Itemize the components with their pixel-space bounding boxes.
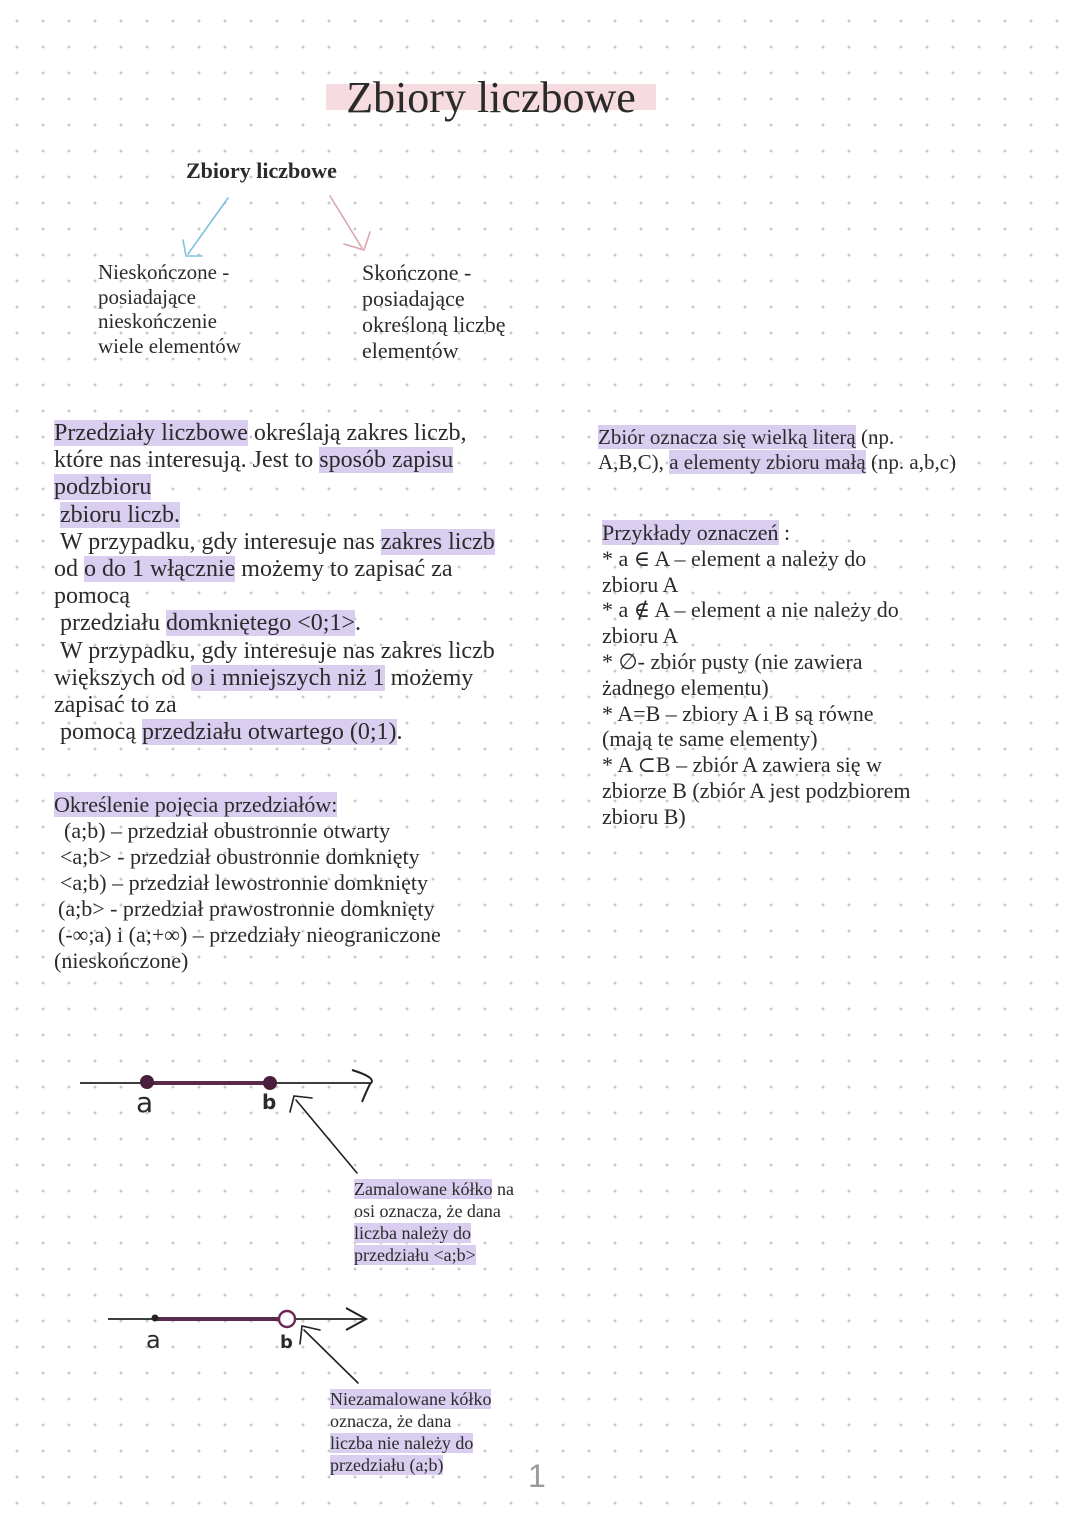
notation-note: Zbiór oznacza się wielką literą (np. A,B,C), a elementy zbioru małą (np. a,b,c) (598, 425, 957, 474)
filled-dot-b (263, 1076, 277, 1090)
dot-a (152, 1315, 159, 1322)
label-a-1: a (136, 1086, 154, 1119)
intervals-paragraph: Przedziały liczbowe określają zakres liczb, które nas interesują. Jest to sposób zapisu podzbioru zbioru liczb. W przypadku, gdy interesuje nas zakres liczb od o do 1 włącznie możemy to zapisać za pomocą przedziału domkniętego <0;1>. W przypadku, gdy interesuje nas zakres liczb większych od o i mniejszych niż 1 możemy zapisać to za pomocą przedziału otwartego (0;1). (54, 420, 495, 746)
examples-heading: Przykłady oznaczeń (602, 520, 779, 545)
open-circle-note: Niezamalowane kółko oznacza, że dana liczba nie należy do przedziału (a;b) (330, 1389, 492, 1475)
label-b-2: b (280, 1332, 293, 1353)
label-a-2: a (146, 1326, 161, 1354)
pointer-arrow-2 (300, 1326, 358, 1383)
label-b-1: b (262, 1090, 277, 1114)
finite-sets-note: Skończone - posiadające określoną liczbę elementów (362, 260, 506, 363)
pointer-arrow-1 (290, 1096, 357, 1173)
right-tree-arrow (330, 196, 370, 250)
definitions-heading: Określenie pojęcia przedziałów: (54, 792, 338, 817)
left-tree-arrow (183, 198, 228, 256)
open-circle-b (279, 1311, 295, 1327)
filled-circle-note: Zamalowane kółko na osi oznacza, że dana liczba należy do przedziału <a;b> (354, 1179, 514, 1265)
examples-block: Przykłady oznaczeń : * a ∈ A – element a należy do zbioru A * a ∉ A – element a nie należy do zbioru A * ∅- zbiór pusty (nie zawiera żadnego elementu) * A=B – zbiory A i B są równe (mają te same elementy) * A ⊂B – zbiór A zawiera się w zbiorze B (zbiór A jest podzbiorem zbioru B) (602, 520, 911, 829)
definitions-block: Określenie pojęcia przedziałów: (a;b) – przedział obustronnie otwarty <a;b> - przedział obustronnie domknięty <a;b) – przedział lewostronnie domknięty (a;b> - przedział prawostronnie domknięty (-∞;a) i (a;+∞) – przedziały nieograniczone (nieskończone) (54, 792, 441, 973)
infinite-sets-note: Nieskończone - posiadające nieskończenie wiele elementów (98, 260, 241, 358)
tree-root: Zbiory liczbowe (186, 158, 337, 183)
page-number: 1 (528, 1458, 546, 1494)
page-title: Zbiory liczbowe (346, 73, 636, 122)
number-line-closed (80, 1070, 372, 1102)
